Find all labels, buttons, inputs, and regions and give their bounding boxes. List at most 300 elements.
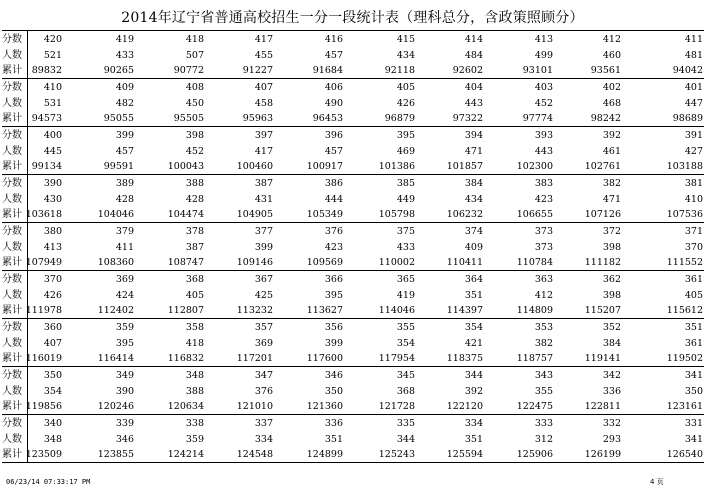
table-cell: 117954 bbox=[378, 353, 415, 364]
table-cell: 418 bbox=[185, 34, 204, 45]
table-cell: 386 bbox=[324, 178, 343, 189]
table-cell: 111978 bbox=[25, 305, 62, 316]
table-cell: 424 bbox=[115, 290, 134, 301]
table-cell: 347 bbox=[254, 370, 273, 381]
row-label: 人数 bbox=[2, 338, 22, 349]
table-cell: 100043 bbox=[167, 161, 204, 172]
row-label: 分数 bbox=[2, 130, 22, 141]
table-cell: 351 bbox=[464, 290, 483, 301]
table-cell: 344 bbox=[396, 434, 415, 445]
table-cell: 120634 bbox=[167, 401, 204, 412]
table-cell: 110784 bbox=[516, 257, 553, 268]
page-title: 2014年辽宁省普通高校招生一分一段统计表（理科总分，含政策照顾分） bbox=[121, 10, 584, 26]
table-cell: 92118 bbox=[384, 65, 415, 76]
row-label: 人数 bbox=[2, 386, 22, 397]
table-cell: 336 bbox=[324, 418, 343, 429]
table-cell: 350 bbox=[324, 386, 343, 397]
table-cell: 118375 bbox=[446, 353, 483, 364]
table-cell: 366 bbox=[324, 274, 343, 285]
table-cell: 122120 bbox=[446, 401, 483, 412]
table-cell: 389 bbox=[115, 178, 134, 189]
table-cell: 362 bbox=[602, 274, 621, 285]
table-cell: 116414 bbox=[97, 353, 134, 364]
table-cell: 414 bbox=[464, 34, 483, 45]
row-label: 累计 bbox=[2, 305, 22, 316]
table-cell: 387 bbox=[185, 242, 204, 253]
table-cell: 425 bbox=[254, 290, 273, 301]
table-cell: 521 bbox=[43, 50, 62, 61]
table-cell: 113232 bbox=[236, 305, 273, 316]
table-cell: 338 bbox=[185, 418, 204, 429]
table-cell: 449 bbox=[396, 194, 415, 205]
table-cell: 404 bbox=[464, 82, 483, 93]
table-cell: 95055 bbox=[103, 113, 134, 124]
table-cell: 351 bbox=[464, 434, 483, 445]
table-cell: 403 bbox=[534, 82, 553, 93]
table-cell: 426 bbox=[396, 98, 415, 109]
table-cell: 334 bbox=[464, 418, 483, 429]
table-cell: 490 bbox=[324, 98, 343, 109]
table-cell: 430 bbox=[43, 194, 62, 205]
table-cell: 412 bbox=[534, 290, 553, 301]
table-cell: 352 bbox=[602, 322, 621, 333]
row-label: 人数 bbox=[2, 146, 22, 157]
table-cell: 452 bbox=[534, 98, 553, 109]
row-label: 分数 bbox=[2, 418, 22, 429]
table-cell: 378 bbox=[185, 226, 204, 237]
row-label: 人数 bbox=[2, 50, 22, 61]
table-block bbox=[2, 318, 704, 366]
row-label: 人数 bbox=[2, 242, 22, 253]
cumulative-row bbox=[2, 111, 704, 127]
table-cell: 102761 bbox=[584, 161, 621, 172]
table-cell: 103618 bbox=[25, 209, 62, 220]
table-cell: 95505 bbox=[173, 113, 204, 124]
table-cell: 399 bbox=[115, 130, 134, 141]
table-cell: 340 bbox=[43, 418, 62, 429]
table-cell: 402 bbox=[602, 82, 621, 93]
count-row bbox=[2, 144, 704, 160]
table-cell: 426 bbox=[43, 290, 62, 301]
table-cell: 105349 bbox=[306, 209, 343, 220]
table-cell: 117600 bbox=[306, 353, 343, 364]
table-cell: 357 bbox=[254, 322, 273, 333]
table-cell: 381 bbox=[684, 178, 703, 189]
table-cell: 380 bbox=[43, 226, 62, 237]
table-cell: 499 bbox=[534, 50, 553, 61]
table-cell: 120246 bbox=[97, 401, 134, 412]
table-cell: 359 bbox=[115, 322, 134, 333]
table-cell: 376 bbox=[254, 386, 273, 397]
table-cell: 358 bbox=[185, 322, 204, 333]
table-cell: 369 bbox=[254, 338, 273, 349]
table-cell: 363 bbox=[534, 274, 553, 285]
score-row bbox=[2, 176, 704, 192]
table-cell: 370 bbox=[684, 242, 703, 253]
table-cell: 351 bbox=[684, 322, 703, 333]
table-cell: 337 bbox=[254, 418, 273, 429]
row-label: 分数 bbox=[2, 178, 22, 189]
score-row bbox=[2, 416, 704, 432]
table-block bbox=[2, 30, 704, 78]
table-cell: 421 bbox=[464, 338, 483, 349]
table-cell: 428 bbox=[115, 194, 134, 205]
score-row bbox=[2, 272, 704, 288]
table-cell: 354 bbox=[396, 338, 415, 349]
table-cell: 469 bbox=[396, 146, 415, 157]
cumulative-row bbox=[2, 63, 704, 79]
table-cell: 370 bbox=[43, 274, 62, 285]
row-label: 分数 bbox=[2, 322, 22, 333]
table-cell: 455 bbox=[254, 50, 273, 61]
table-cell: 383 bbox=[534, 178, 553, 189]
table-cell: 452 bbox=[185, 146, 204, 157]
table-cell: 101386 bbox=[378, 161, 415, 172]
table-cell: 405 bbox=[396, 82, 415, 93]
table-cell: 484 bbox=[464, 50, 483, 61]
table-cell: 336 bbox=[602, 386, 621, 397]
table-cell: 481 bbox=[684, 50, 703, 61]
table-cell: 96879 bbox=[384, 113, 415, 124]
table-cell: 412 bbox=[602, 34, 621, 45]
row-label: 累计 bbox=[2, 353, 22, 364]
table-cell: 111552 bbox=[666, 257, 703, 268]
table-cell: 91684 bbox=[312, 65, 343, 76]
table-cell: 507 bbox=[185, 50, 204, 61]
table-cell: 124899 bbox=[306, 449, 343, 460]
table-cell: 395 bbox=[324, 290, 343, 301]
table-cell: 119856 bbox=[25, 401, 62, 412]
table-cell: 108360 bbox=[97, 257, 134, 268]
row-label: 分数 bbox=[2, 274, 22, 285]
table-cell: 125243 bbox=[378, 449, 415, 460]
table-cell: 361 bbox=[684, 274, 703, 285]
table-cell: 126540 bbox=[666, 449, 703, 460]
table-cell: 396 bbox=[324, 130, 343, 141]
table-cell: 392 bbox=[464, 386, 483, 397]
table-cell: 348 bbox=[43, 434, 62, 445]
table-cell: 124214 bbox=[167, 449, 204, 460]
table-cell: 125906 bbox=[516, 449, 553, 460]
cumulative-row bbox=[2, 303, 704, 319]
table-cell: 348 bbox=[185, 370, 204, 381]
table-cell: 119141 bbox=[584, 353, 621, 364]
table-cell: 91227 bbox=[242, 65, 273, 76]
table-cell: 376 bbox=[324, 226, 343, 237]
table-cell: 106655 bbox=[516, 209, 553, 220]
table-cell: 123855 bbox=[97, 449, 134, 460]
table-block bbox=[2, 366, 704, 414]
table-cell: 397 bbox=[254, 130, 273, 141]
row-label: 人数 bbox=[2, 290, 22, 301]
table-cell: 350 bbox=[684, 386, 703, 397]
table-cell: 112807 bbox=[167, 305, 204, 316]
table-cell: 96453 bbox=[312, 113, 343, 124]
count-row bbox=[2, 192, 704, 208]
table-cell: 399 bbox=[324, 338, 343, 349]
row-label: 累计 bbox=[2, 401, 22, 412]
table-cell: 108747 bbox=[167, 257, 204, 268]
table-cell: 93561 bbox=[590, 65, 621, 76]
count-row bbox=[2, 96, 704, 112]
table-cell: 97774 bbox=[522, 113, 553, 124]
table-cell: 112402 bbox=[97, 305, 134, 316]
cumulative-row bbox=[2, 447, 704, 463]
row-label: 分数 bbox=[2, 82, 22, 93]
table-cell: 126199 bbox=[584, 449, 621, 460]
table-cell: 344 bbox=[464, 370, 483, 381]
table-cell: 361 bbox=[684, 338, 703, 349]
table-cell: 115612 bbox=[666, 305, 703, 316]
table-cell: 423 bbox=[324, 242, 343, 253]
table-cell: 410 bbox=[684, 194, 703, 205]
table-cell: 384 bbox=[464, 178, 483, 189]
table-cell: 395 bbox=[396, 130, 415, 141]
table-cell: 434 bbox=[396, 50, 415, 61]
table-cell: 393 bbox=[534, 130, 553, 141]
table-cell: 398 bbox=[185, 130, 204, 141]
table-cell: 419 bbox=[396, 290, 415, 301]
table-cell: 406 bbox=[324, 82, 343, 93]
table-cell: 365 bbox=[396, 274, 415, 285]
table-block bbox=[2, 270, 704, 318]
table-cell: 482 bbox=[115, 98, 134, 109]
table-cell: 399 bbox=[254, 242, 273, 253]
cumulative-row bbox=[2, 351, 704, 367]
row-label: 累计 bbox=[2, 161, 22, 172]
table-cell: 118757 bbox=[516, 353, 553, 364]
table-cell: 111182 bbox=[584, 257, 621, 268]
table-cell: 398 bbox=[602, 242, 621, 253]
table-cell: 312 bbox=[534, 434, 553, 445]
table-cell: 390 bbox=[115, 386, 134, 397]
table-cell: 351 bbox=[324, 434, 343, 445]
table-cell: 356 bbox=[324, 322, 343, 333]
table-cell: 99591 bbox=[103, 161, 134, 172]
table-cell: 95963 bbox=[242, 113, 273, 124]
table-cell: 407 bbox=[254, 82, 273, 93]
table-cell: 102300 bbox=[516, 161, 553, 172]
table-cell: 116019 bbox=[25, 353, 62, 364]
table-cell: 418 bbox=[185, 338, 204, 349]
table-cell: 409 bbox=[464, 242, 483, 253]
table-cell: 110411 bbox=[446, 257, 483, 268]
table-cell: 367 bbox=[254, 274, 273, 285]
table-cell: 105798 bbox=[378, 209, 415, 220]
table-cell: 433 bbox=[396, 242, 415, 253]
cumulative-row bbox=[2, 399, 704, 415]
cumulative-row bbox=[2, 207, 704, 223]
count-row bbox=[2, 432, 704, 448]
table-cell: 94573 bbox=[31, 113, 62, 124]
table-cell: 350 bbox=[43, 370, 62, 381]
table-cell: 106232 bbox=[446, 209, 483, 220]
table-cell: 122475 bbox=[516, 401, 553, 412]
table-cell: 368 bbox=[185, 274, 204, 285]
table-cell: 416 bbox=[324, 34, 343, 45]
table-cell: 394 bbox=[464, 130, 483, 141]
table-cell: 531 bbox=[43, 98, 62, 109]
table-cell: 408 bbox=[185, 82, 204, 93]
table-cell: 457 bbox=[324, 50, 343, 61]
row-label: 分数 bbox=[2, 226, 22, 237]
table-cell: 401 bbox=[684, 82, 703, 93]
table-cell: 411 bbox=[684, 34, 703, 45]
page-number: 4 页 bbox=[650, 478, 664, 486]
table-cell: 341 bbox=[684, 370, 703, 381]
row-label: 累计 bbox=[2, 65, 22, 76]
table-cell: 443 bbox=[534, 146, 553, 157]
row-label: 累计 bbox=[2, 257, 22, 268]
table-cell: 405 bbox=[185, 290, 204, 301]
table-cell: 471 bbox=[464, 146, 483, 157]
table-block bbox=[2, 222, 704, 270]
count-row bbox=[2, 48, 704, 64]
table-cell: 114397 bbox=[446, 305, 483, 316]
table-cell: 374 bbox=[464, 226, 483, 237]
table-cell: 354 bbox=[464, 322, 483, 333]
table-cell: 123161 bbox=[666, 401, 703, 412]
table-cell: 97322 bbox=[452, 113, 483, 124]
table-cell: 90265 bbox=[103, 65, 134, 76]
row-label: 累计 bbox=[2, 449, 22, 460]
table-cell: 377 bbox=[254, 226, 273, 237]
table-cell: 382 bbox=[602, 178, 621, 189]
row-label: 累计 bbox=[2, 113, 22, 124]
table-cell: 368 bbox=[396, 386, 415, 397]
row-label: 分数 bbox=[2, 370, 22, 381]
table-cell: 355 bbox=[396, 322, 415, 333]
table-cell: 92602 bbox=[452, 65, 483, 76]
table-cell: 107126 bbox=[584, 209, 621, 220]
cumulative-row bbox=[2, 159, 704, 175]
table-cell: 103188 bbox=[666, 161, 703, 172]
table-cell: 331 bbox=[684, 418, 703, 429]
row-label: 人数 bbox=[2, 98, 22, 109]
table-cell: 333 bbox=[534, 418, 553, 429]
table-cell: 360 bbox=[43, 322, 62, 333]
table-cell: 343 bbox=[534, 370, 553, 381]
row-label: 人数 bbox=[2, 434, 22, 445]
table-cell: 461 bbox=[602, 146, 621, 157]
table-cell: 342 bbox=[602, 370, 621, 381]
table-cell: 411 bbox=[115, 242, 134, 253]
table-cell: 110002 bbox=[378, 257, 415, 268]
count-row bbox=[2, 336, 704, 352]
table-cell: 346 bbox=[115, 434, 134, 445]
table-cell: 388 bbox=[185, 386, 204, 397]
table-cell: 114046 bbox=[378, 305, 415, 316]
table-cell: 345 bbox=[396, 370, 415, 381]
table-cell: 423 bbox=[534, 194, 553, 205]
table-cell: 293 bbox=[602, 434, 621, 445]
score-row bbox=[2, 32, 704, 48]
row-label: 累计 bbox=[2, 209, 22, 220]
table-cell: 405 bbox=[684, 290, 703, 301]
table-cell: 369 bbox=[115, 274, 134, 285]
table-cell: 390 bbox=[43, 178, 62, 189]
table-cell: 428 bbox=[185, 194, 204, 205]
table-cell: 125594 bbox=[446, 449, 483, 460]
table-cell: 341 bbox=[684, 434, 703, 445]
table-cell: 119502 bbox=[666, 353, 703, 364]
table-cell: 114809 bbox=[516, 305, 553, 316]
count-row bbox=[2, 384, 704, 400]
table-cell: 346 bbox=[324, 370, 343, 381]
table-cell: 107536 bbox=[666, 209, 703, 220]
table-cell: 445 bbox=[43, 146, 62, 157]
table-cell: 104905 bbox=[236, 209, 273, 220]
table-cell: 349 bbox=[115, 370, 134, 381]
table-cell: 359 bbox=[185, 434, 204, 445]
table-cell: 417 bbox=[254, 34, 273, 45]
table-cell: 100460 bbox=[236, 161, 273, 172]
table-cell: 419 bbox=[115, 34, 134, 45]
table-cell: 339 bbox=[115, 418, 134, 429]
table-cell: 431 bbox=[254, 194, 273, 205]
table-cell: 375 bbox=[396, 226, 415, 237]
table-block bbox=[2, 414, 704, 463]
table-cell: 107949 bbox=[25, 257, 62, 268]
table-cell: 334 bbox=[254, 434, 273, 445]
table-cell: 387 bbox=[254, 178, 273, 189]
table-cell: 385 bbox=[396, 178, 415, 189]
table-cell: 101857 bbox=[446, 161, 483, 172]
table-cell: 121728 bbox=[378, 401, 415, 412]
table-cell: 450 bbox=[185, 98, 204, 109]
table-cell: 123509 bbox=[25, 449, 62, 460]
table-cell: 434 bbox=[464, 194, 483, 205]
table-cell: 98689 bbox=[672, 113, 703, 124]
score-row bbox=[2, 320, 704, 336]
table-cell: 468 bbox=[602, 98, 621, 109]
table-cell: 335 bbox=[396, 418, 415, 429]
table-cell: 99134 bbox=[31, 161, 62, 172]
table-cell: 373 bbox=[534, 226, 553, 237]
table-cell: 122811 bbox=[584, 401, 621, 412]
table-cell: 353 bbox=[534, 322, 553, 333]
table-cell: 364 bbox=[464, 274, 483, 285]
table-cell: 124548 bbox=[236, 449, 273, 460]
table-cell: 90772 bbox=[173, 65, 204, 76]
table-cell: 392 bbox=[602, 130, 621, 141]
count-row bbox=[2, 240, 704, 256]
table-cell: 409 bbox=[115, 82, 134, 93]
table-cell: 457 bbox=[324, 146, 343, 157]
table-cell: 388 bbox=[185, 178, 204, 189]
table-cell: 458 bbox=[254, 98, 273, 109]
table-cell: 93101 bbox=[522, 65, 553, 76]
table-block bbox=[2, 126, 704, 174]
table-cell: 121010 bbox=[236, 401, 273, 412]
table-cell: 384 bbox=[602, 338, 621, 349]
table-cell: 104046 bbox=[97, 209, 134, 220]
score-row bbox=[2, 80, 704, 96]
table-cell: 400 bbox=[43, 130, 62, 141]
table-cell: 427 bbox=[684, 146, 703, 157]
row-label: 人数 bbox=[2, 194, 22, 205]
table-cell: 398 bbox=[602, 290, 621, 301]
score-row bbox=[2, 224, 704, 240]
table-cell: 447 bbox=[684, 98, 703, 109]
table-cell: 417 bbox=[254, 146, 273, 157]
table-cell: 420 bbox=[43, 34, 62, 45]
table-cell: 415 bbox=[396, 34, 415, 45]
table-cell: 382 bbox=[534, 338, 553, 349]
score-row bbox=[2, 128, 704, 144]
table-cell: 100917 bbox=[306, 161, 343, 172]
table-cell: 371 bbox=[684, 226, 703, 237]
